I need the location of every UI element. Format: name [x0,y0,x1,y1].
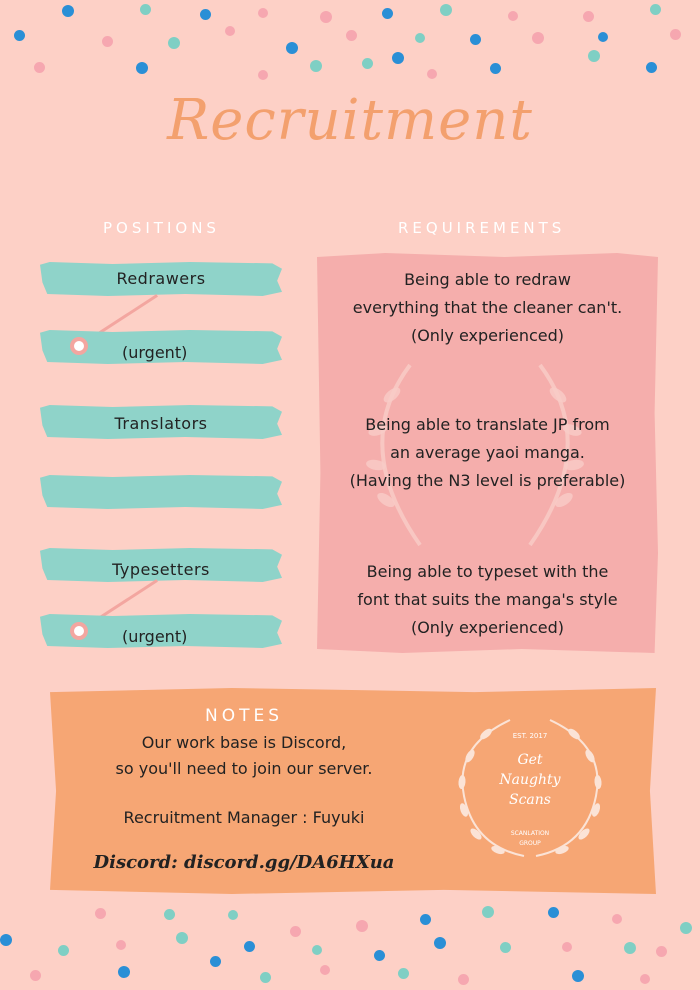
confetti-dot [398,968,409,979]
confetti-dot [374,950,385,961]
confetti-dot [310,60,322,72]
requirement-line: font that suits the manga's style [357,590,618,609]
urgent-note-redrawers: (urgent) [122,343,188,362]
confetti-dot [136,62,148,74]
confetti-dot [392,52,404,64]
urgent-note-typesetters: (urgent) [122,627,188,646]
positions-heading: POSITIONS [103,219,220,237]
confetti-dot [624,942,636,954]
logo-est: EST. 2017 [512,732,548,740]
confetti-dot [382,8,393,19]
confetti-dot [244,941,255,952]
requirement-line: Being able to redraw [404,270,571,289]
confetti-dot [356,920,368,932]
confetti-dot [14,30,25,41]
confetti-dot [164,909,175,920]
confetti-dot [490,63,501,74]
confetti-dot [228,910,238,920]
confetti-dot [116,940,126,950]
confetti-dot [258,8,268,18]
confetti-dot [598,32,608,42]
confetti-dot [572,970,584,982]
notes-line: so you'll need to join our server. [115,759,373,778]
pin-marker [70,622,88,640]
confetti-dot [458,974,469,985]
confetti-dot [434,937,446,949]
confetti-dot [30,970,41,981]
requirement-line: Being able to typeset with the [366,562,609,581]
recruitment-manager: Recruitment Manager : Fuyuki [123,808,365,827]
notes-heading: NOTES [204,706,283,726]
confetti-dot [320,11,332,23]
requirement-line: an average yaoi manga. [390,443,585,462]
requirement-line: (Having the N3 level is preferable) [349,471,626,490]
confetti-dot [312,945,322,955]
pin-marker [70,337,88,355]
confetti-dot [176,932,188,944]
position-label-typesetters: Typesetters [112,560,210,579]
confetti-dot [420,914,431,925]
confetti-dot [286,42,298,54]
confetti-dot [210,956,221,967]
confetti-dot [500,942,511,953]
position-tape-translators-note [40,475,282,509]
confetti-dot [102,36,113,47]
position-label-translators: Translators [114,414,208,433]
confetti-dot [588,50,600,62]
notes-line: Our work base is Discord, [141,733,347,752]
confetti-dot [320,965,330,975]
confetti-dot [0,934,12,946]
confetti-dot [508,11,518,21]
confetti-dot [260,972,271,983]
confetti-dot [650,4,661,15]
logo-name-line: Get [517,752,543,768]
confetti-dot [62,5,74,17]
confetti-dot [427,69,437,79]
requirements-heading: REQUIREMENTS [398,219,566,237]
confetti-dot [670,29,681,40]
confetti-dot [646,62,657,73]
requirement-line: (Only experienced) [410,326,565,345]
page-title: Recruitment [167,88,533,153]
confetti-dot [168,37,180,49]
confetti-dot [470,34,481,45]
logo-name-line: Naughty [499,772,561,788]
confetti-dot [440,4,452,16]
confetti-dot [34,62,45,73]
requirement-line: everything that the cleaner can't. [352,298,623,317]
confetti-dot [346,30,357,41]
confetti-dot [680,922,692,934]
discord-invite: Discord: discord.gg/DA6HXua [93,852,395,873]
confetti-dot [118,966,130,978]
logo-sub: SCANLATION [510,830,550,837]
requirement-line: Being able to translate JP from [365,415,610,434]
confetti-dot [482,906,494,918]
confetti-dot [362,58,373,69]
confetti-dot [583,11,594,22]
confetti-dot [656,946,667,957]
logo-sub: GROUP [519,840,541,847]
requirement-line: (Only experienced) [410,618,565,637]
confetti-dot [258,70,268,80]
logo-name-line: Scans [509,792,551,808]
confetti-dot [562,942,572,952]
confetti-dot [140,4,151,15]
confetti-dot [225,26,235,36]
confetti-dot [95,908,106,919]
confetti-dot [640,974,650,984]
confetti-dot [548,907,559,918]
position-label-redrawers: Redrawers [116,269,206,288]
confetti-dot [200,9,211,20]
confetti-dot [415,33,425,43]
confetti-dot [532,32,544,44]
confetti-dot [612,914,622,924]
confetti-dot [58,945,69,956]
confetti-dot [290,926,301,937]
